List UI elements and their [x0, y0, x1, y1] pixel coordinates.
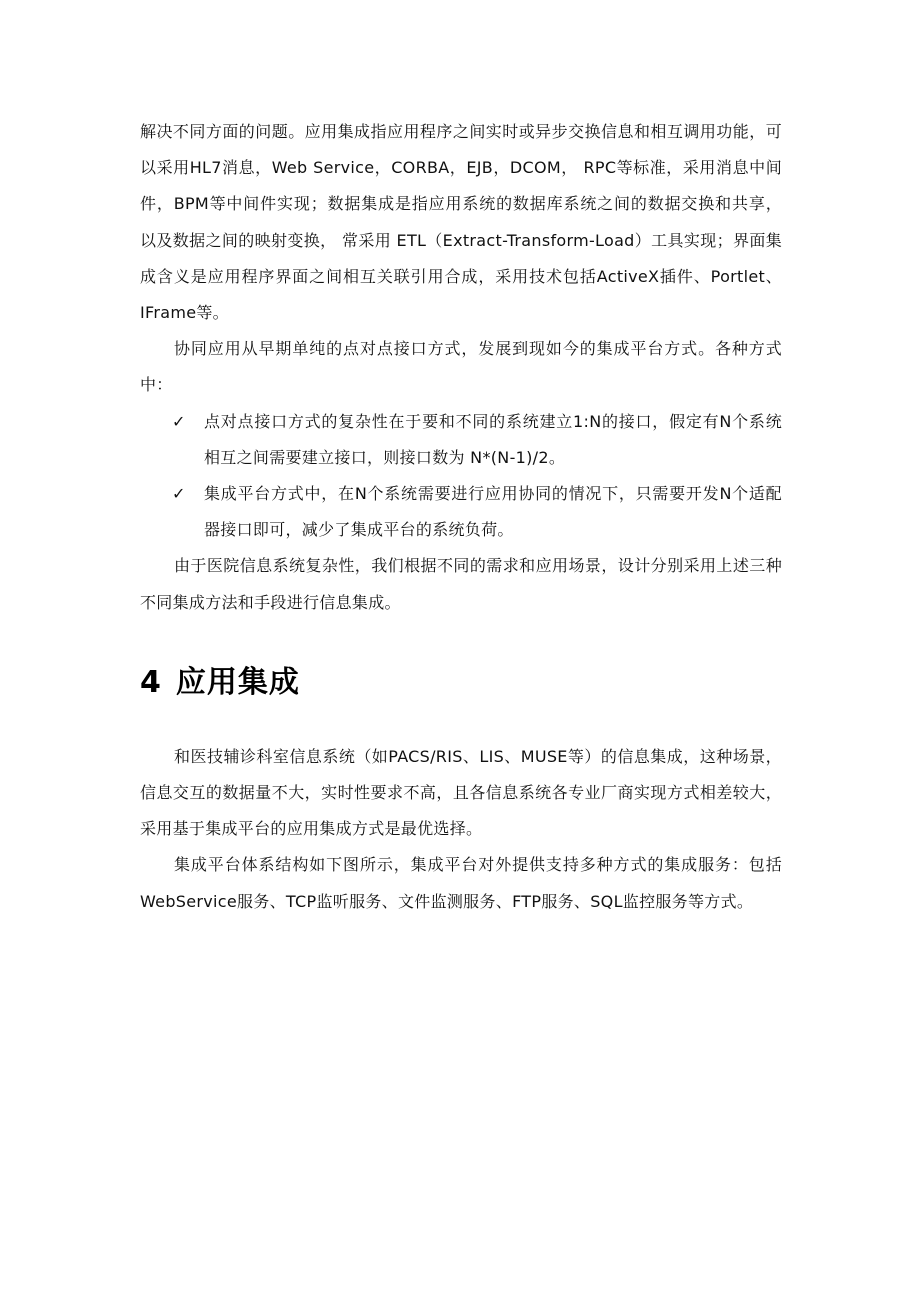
section-paragraph-medical-systems: 和医技辅诊科室信息系统（如PACS/RIS、LIS、MUSE等）的信息集成，这种场景，信息交互的数据量不大，实时性要求不高，且各信息系统各专业厂商实现方式相差较大，采用基于集成平台的应用集成方式是最优选择。	[140, 746, 782, 839]
bullet-text: 点对点接口方式的复杂性在于要和不同的系统建立1:N的接口，假定有N个系统相互之间需要建立接口，则接口数为 N*(N-1)/2。	[204, 411, 782, 467]
document-body	[140, 114, 782, 920]
bullet-list	[140, 404, 782, 549]
section-paragraph-platform-services: 集成平台体系结构如下图所示，集成平台对外提供支持多种方式的集成服务：包括WebService服务、TCP监听服务、文件监测服务、FTP服务、SQL监控服务等方式。	[140, 855, 782, 911]
list-item	[140, 476, 782, 548]
intro-paragraph-conclusion: 由于医院信息系统复杂性，我们根据不同的需求和应用场景，设计分别采用上述三种不同集成方法和手段进行信息集成。	[140, 556, 782, 612]
bullet-text: 集成平台方式中，在N个系统需要进行应用协同的情况下，只需要开发N个适配器接口即可，减少了集成平台的系统负荷。	[204, 484, 782, 540]
intro-paragraph-integration-types: 解决不同方面的问题。应用集成指应用程序之间实时或异步交换信息和相互调用功能，可以采用HL7消息，Web Service，CORBA，EJB，DCOM， RPC等标准，采用消息中间件，BPM等中间件实现；数据集成是指应用系统的数据库系统之间的数据交换和共享， 以及数据之间的映射变换， 常采用 ETL（Extract-Transform-Load）工具实现；界面集成含义是应用程序界面之间相互关联引用合成，采用技术包括ActiveX插件、Portlet、IFrame等。	[140, 122, 782, 323]
intro-paragraph-collaboration: 协同应用从早期单纯的点对点接口方式，发展到现如今的集成平台方式。各种方式中：	[140, 339, 782, 395]
section-number: 4	[140, 664, 162, 700]
checkmark-icon: ✓	[172, 411, 186, 431]
list-item	[140, 404, 782, 476]
section-heading	[140, 655, 782, 711]
section-title: 应用集成	[175, 664, 300, 700]
checkmark-icon: ✓	[172, 484, 186, 504]
